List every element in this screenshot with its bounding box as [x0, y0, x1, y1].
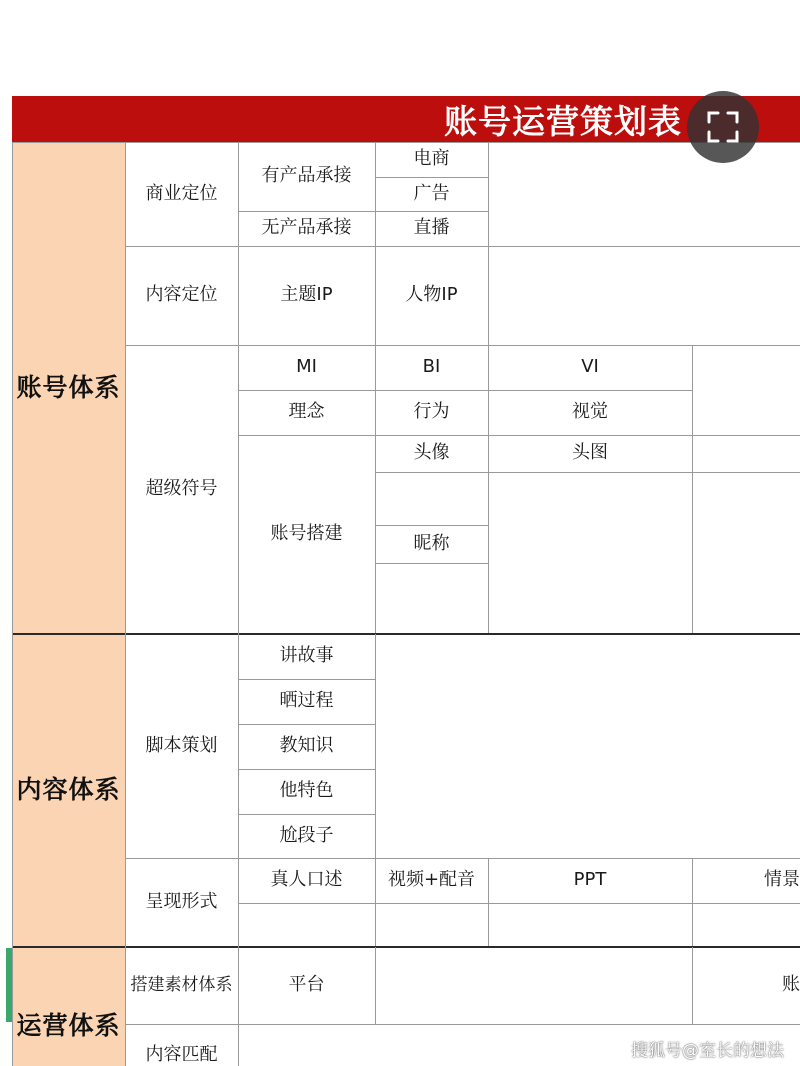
- section-operation-system: 运营体系: [16, 1011, 121, 1041]
- theme-ip-cell: 主题IP: [280, 284, 333, 306]
- behavior-cell: 行为: [413, 401, 450, 423]
- account-setup-cell: 账号搭建: [270, 522, 343, 544]
- grid-line: [238, 903, 800, 904]
- concept-cell: 理念: [288, 401, 325, 423]
- form-item: PPT: [573, 869, 607, 891]
- sheet-title: 账号运营策划表: [444, 101, 682, 141]
- form-item-partial: 情景: [764, 869, 800, 891]
- expand-icon: [706, 110, 740, 144]
- expand-button[interactable]: [687, 91, 759, 163]
- visual-cell: 视觉: [572, 401, 608, 423]
- livestream-cell: 直播: [413, 217, 450, 239]
- script-item: 尬段子: [279, 824, 334, 846]
- grid-line: [375, 903, 376, 946]
- script-item: 讲故事: [279, 645, 334, 667]
- script-item: 他特色: [279, 780, 334, 802]
- platform-cell: 平台: [288, 974, 325, 996]
- header-image-cell: 头图: [572, 442, 608, 464]
- section-content-system: 内容体系: [16, 775, 121, 805]
- account-partial-cell: 账: [782, 974, 800, 996]
- grid-line: [125, 1024, 800, 1025]
- content-match-cell: 内容匹配: [145, 1044, 218, 1065]
- grid-line: [375, 472, 800, 473]
- business-positioning-cell: 商业定位: [145, 182, 218, 204]
- presentation-cell: 呈现形式: [145, 890, 218, 912]
- form-item: 真人口述: [270, 869, 343, 891]
- grid-line: [692, 345, 693, 633]
- grid-line: [375, 947, 376, 1024]
- ecommerce-cell: 电商: [413, 148, 450, 170]
- form-item: 视频+配音: [387, 869, 476, 891]
- grid-line: [375, 563, 488, 564]
- advertising-cell: 广告: [413, 182, 450, 204]
- watermark: 搜狐号@室长的想法: [631, 1041, 784, 1061]
- script-item: 晒过程: [279, 690, 334, 712]
- vi-cell: VI: [581, 356, 599, 378]
- content-positioning-cell: 内容定位: [145, 284, 218, 306]
- without-product-cell: 无产品承接: [261, 217, 352, 239]
- with-product-cell: 有产品承接: [261, 165, 352, 187]
- super-symbol-cell: 超级符号: [145, 477, 218, 499]
- script-planning-cell: 脚本策划: [145, 734, 218, 756]
- material-system-cell: 搭建素材体系: [130, 975, 233, 996]
- mi-cell: MI: [296, 356, 317, 378]
- script-item: 教知识: [279, 735, 334, 757]
- avatar-cell: 头像: [413, 442, 450, 464]
- section-account-system: 账号体系: [16, 372, 121, 402]
- bi-cell: BI: [422, 356, 441, 378]
- nickname-cell: 昵称: [413, 532, 450, 554]
- person-ip-cell: 人物IP: [405, 284, 458, 306]
